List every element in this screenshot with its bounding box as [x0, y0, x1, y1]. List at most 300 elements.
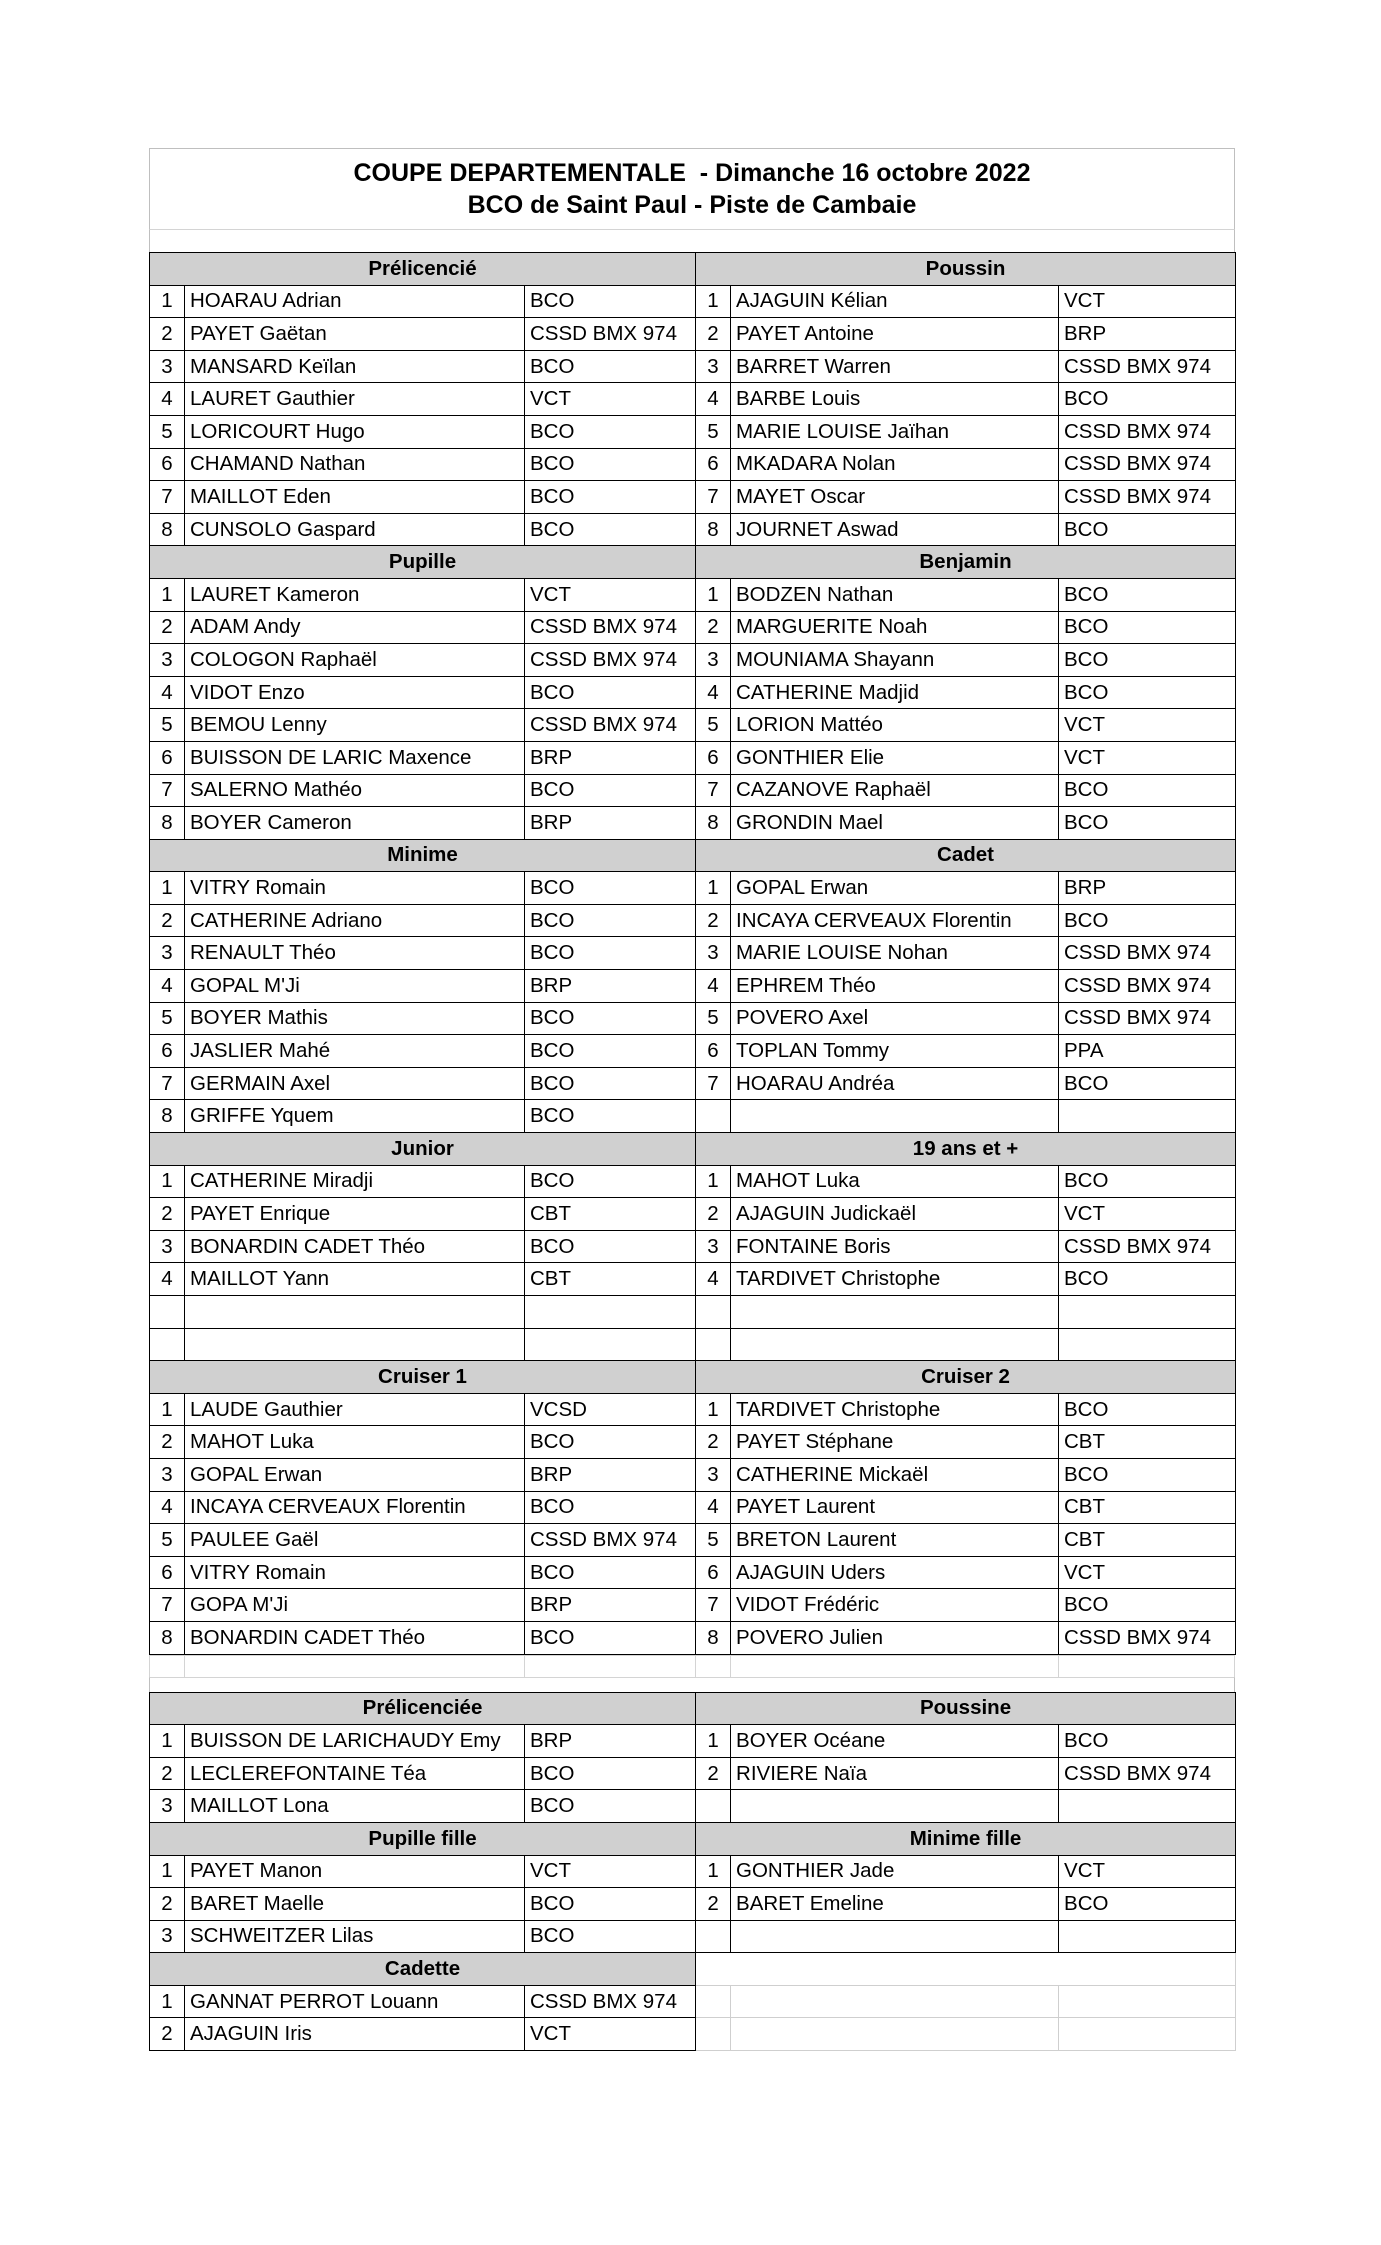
- rank-cell: 7: [696, 481, 731, 514]
- club-cell: BCO: [525, 1920, 696, 1953]
- rider-name-cell: AJAGUIN Iris: [185, 2018, 525, 2051]
- results-table-girls: [149, 1692, 1236, 2052]
- rank-cell: [696, 1100, 731, 1133]
- rider-name-cell: GANNAT PERROT Louann: [185, 1985, 525, 2018]
- club-cell: CSSD BMX 974: [1059, 1757, 1236, 1790]
- club-cell: VCT: [1059, 1556, 1236, 1589]
- rider-name-cell: AJAGUIN Judickaël: [731, 1198, 1059, 1231]
- club-cell: BRP: [525, 970, 696, 1003]
- rank-cell: 5: [150, 415, 185, 448]
- rank-cell: 4: [696, 970, 731, 1003]
- rank-cell: 5: [696, 1002, 731, 1035]
- rank-cell: 1: [696, 1165, 731, 1198]
- rider-name-cell: [731, 1920, 1059, 1953]
- rider-name-cell: HOARAU Adrian: [185, 285, 525, 318]
- category-header-row: [150, 1133, 1236, 1166]
- result-row: [150, 1198, 1236, 1231]
- rank-cell: 3: [696, 350, 731, 383]
- result-row: [150, 578, 1236, 611]
- club-cell: BCO: [525, 676, 696, 709]
- rider-name-cell: [185, 1328, 525, 1361]
- rider-name-cell: VIDOT Frédéric: [731, 1589, 1059, 1622]
- rider-name-cell: INCAYA CERVEAUX Florentin: [185, 1491, 525, 1524]
- result-row: [150, 644, 1236, 677]
- club-cell: CBT: [525, 1263, 696, 1296]
- rider-name-cell: RIVIERE Naïa: [731, 1757, 1059, 1790]
- club-cell: BCO: [1059, 513, 1236, 546]
- rank-cell: 2: [696, 1198, 731, 1231]
- club-cell: [525, 1296, 696, 1329]
- rider-name-cell: GOPA M'Ji: [185, 1589, 525, 1622]
- rider-name-cell: GONTHIER Jade: [731, 1855, 1059, 1888]
- rank-cell: 1: [150, 285, 185, 318]
- rider-name-cell: INCAYA CERVEAUX Florentin: [731, 904, 1059, 937]
- result-row: [150, 318, 1236, 351]
- club-cell: BCO: [525, 937, 696, 970]
- rank-cell: 1: [696, 1393, 731, 1426]
- rank-cell: 6: [150, 448, 185, 481]
- rank-cell: 5: [696, 709, 731, 742]
- result-row: [150, 285, 1236, 318]
- club-cell: BCO: [525, 1621, 696, 1654]
- club-cell: CBT: [1059, 1426, 1236, 1459]
- club-cell: CSSD BMX 974: [1059, 1002, 1236, 1035]
- rank-cell: 8: [150, 513, 185, 546]
- result-row: [150, 1790, 1236, 1823]
- rank-cell: 6: [150, 1035, 185, 1068]
- rank-cell: 8: [150, 1100, 185, 1133]
- rider-name-cell: TARDIVET Christophe: [731, 1263, 1059, 1296]
- club-cell: VCT: [525, 2018, 696, 2051]
- result-row: [150, 709, 1236, 742]
- rider-name-cell: BONARDIN CADET Théo: [185, 1230, 525, 1263]
- club-cell: BCO: [525, 1426, 696, 1459]
- result-row: [150, 1100, 1236, 1133]
- rank-cell: 6: [696, 448, 731, 481]
- rank-cell: 6: [696, 1556, 731, 1589]
- rank-cell: 7: [150, 481, 185, 514]
- rank-cell: 4: [696, 676, 731, 709]
- club-cell: CSSD BMX 974: [1059, 415, 1236, 448]
- rider-name-cell: BARET Maelle: [185, 1888, 525, 1921]
- rider-name-cell: PAYET Manon: [185, 1855, 525, 1888]
- category-title: Poussin: [696, 253, 1236, 286]
- rider-name-cell: MAHOT Luka: [185, 1426, 525, 1459]
- rank-cell: 1: [696, 578, 731, 611]
- rank-cell: 1: [696, 1725, 731, 1758]
- rank-cell: 2: [150, 904, 185, 937]
- rank-cell: [696, 1790, 731, 1823]
- club-cell: VCT: [1059, 1198, 1236, 1231]
- rank-cell: [696, 1920, 731, 1953]
- rank-cell: 5: [150, 1524, 185, 1557]
- rider-name-cell: BUISSON DE LARIC Maxence: [185, 741, 525, 774]
- result-row: [150, 1985, 1236, 2018]
- rider-name-cell: [731, 1790, 1059, 1823]
- rider-name-cell: MAILLOT Yann: [185, 1263, 525, 1296]
- empty-cell: [696, 2018, 731, 2051]
- rider-name-cell: JOURNET Aswad: [731, 513, 1059, 546]
- rider-name-cell: BARET Emeline: [731, 1888, 1059, 1921]
- result-row: [150, 1888, 1236, 1921]
- category-title: Prélicencié: [150, 253, 696, 286]
- club-cell: BCO: [525, 1491, 696, 1524]
- club-cell: VCT: [525, 383, 696, 416]
- club-cell: [1059, 1920, 1236, 1953]
- rider-name-cell: MARIE LOUISE Jaïhan: [731, 415, 1059, 448]
- club-cell: BCO: [1059, 383, 1236, 416]
- rider-name-cell: MAHOT Luka: [731, 1165, 1059, 1198]
- club-cell: BCO: [1059, 1263, 1236, 1296]
- rider-name-cell: GOPAL M'Ji: [185, 970, 525, 1003]
- category-title: Cadet: [696, 839, 1236, 872]
- club-cell: BCO: [525, 1556, 696, 1589]
- club-cell: BCO: [525, 872, 696, 905]
- club-cell: [1059, 1790, 1236, 1823]
- rank-cell: 2: [696, 1757, 731, 1790]
- rider-name-cell: CATHERINE Mickaël: [731, 1458, 1059, 1491]
- rider-name-cell: CAZANOVE Raphaël: [731, 774, 1059, 807]
- rider-name-cell: LORION Mattéo: [731, 709, 1059, 742]
- club-cell: CSSD BMX 974: [525, 709, 696, 742]
- rank-cell: 1: [150, 1985, 185, 2018]
- rider-name-cell: PAYET Enrique: [185, 1198, 525, 1231]
- rider-name-cell: GONTHIER Elie: [731, 741, 1059, 774]
- rider-name-cell: MKADARA Nolan: [731, 448, 1059, 481]
- rider-name-cell: MAILLOT Lona: [185, 1790, 525, 1823]
- club-cell: BCO: [525, 513, 696, 546]
- rider-name-cell: CATHERINE Madjid: [731, 676, 1059, 709]
- club-cell: BCO: [525, 350, 696, 383]
- club-cell: BRP: [525, 1589, 696, 1622]
- club-cell: BCO: [1059, 1165, 1236, 1198]
- rank-cell: 5: [150, 1002, 185, 1035]
- club-cell: BCO: [1059, 1067, 1236, 1100]
- category-title: Poussine: [696, 1692, 1236, 1725]
- rank-cell: 6: [696, 741, 731, 774]
- result-row: [150, 774, 1236, 807]
- category-title: Cruiser 1: [150, 1361, 696, 1394]
- rider-name-cell: GOPAL Erwan: [185, 1458, 525, 1491]
- rank-cell: [150, 1328, 185, 1361]
- club-cell: BCO: [525, 904, 696, 937]
- spacer-row: [149, 1655, 1235, 1677]
- result-row: [150, 350, 1236, 383]
- club-cell: BRP: [525, 1458, 696, 1491]
- club-cell: CSSD BMX 974: [525, 644, 696, 677]
- rank-cell: [696, 1328, 731, 1361]
- result-row: [150, 676, 1236, 709]
- rank-cell: [696, 1296, 731, 1329]
- rank-cell: 6: [150, 741, 185, 774]
- empty-cell: [696, 1953, 1236, 1986]
- rider-name-cell: POVERO Julien: [731, 1621, 1059, 1654]
- rider-name-cell: PAULEE Gaël: [185, 1524, 525, 1557]
- rank-cell: 4: [150, 676, 185, 709]
- club-cell: PPA: [1059, 1035, 1236, 1068]
- rider-name-cell: SCHWEITZER Lilas: [185, 1920, 525, 1953]
- rank-cell: 2: [150, 611, 185, 644]
- rider-name-cell: PAYET Stéphane: [731, 1426, 1059, 1459]
- rank-cell: 8: [150, 807, 185, 840]
- result-row: [150, 1328, 1236, 1361]
- category-title: Junior: [150, 1133, 696, 1166]
- rank-cell: 4: [696, 1263, 731, 1296]
- rider-name-cell: PAYET Gaëtan: [185, 318, 525, 351]
- club-cell: BCO: [1059, 578, 1236, 611]
- club-cell: BCO: [525, 1757, 696, 1790]
- rank-cell: 7: [696, 1589, 731, 1622]
- rider-name-cell: VIDOT Enzo: [185, 676, 525, 709]
- club-cell: BCO: [525, 1230, 696, 1263]
- empty-cell: [696, 1985, 731, 2018]
- result-row: [150, 611, 1236, 644]
- result-row: [150, 1491, 1236, 1524]
- result-row: [150, 970, 1236, 1003]
- rank-cell: 2: [150, 1198, 185, 1231]
- club-cell: VCT: [1059, 709, 1236, 742]
- rider-name-cell: GRONDIN Mael: [731, 807, 1059, 840]
- rank-cell: 3: [150, 1230, 185, 1263]
- club-cell: CSSD BMX 974: [525, 318, 696, 351]
- rank-cell: 2: [150, 318, 185, 351]
- club-cell: CSSD BMX 974: [1059, 448, 1236, 481]
- result-row: [150, 1621, 1236, 1654]
- result-row: [150, 1393, 1236, 1426]
- club-cell: VCT: [525, 578, 696, 611]
- rider-name-cell: LAURET Gauthier: [185, 383, 525, 416]
- rank-cell: 7: [696, 774, 731, 807]
- result-row: [150, 937, 1236, 970]
- club-cell: BRP: [525, 1725, 696, 1758]
- rider-name-cell: TOPLAN Tommy: [731, 1035, 1059, 1068]
- club-cell: BCO: [1059, 676, 1236, 709]
- club-cell: CSSD BMX 974: [525, 611, 696, 644]
- rider-name-cell: [731, 1100, 1059, 1133]
- club-cell: BCO: [1059, 774, 1236, 807]
- rider-name-cell: GOPAL Erwan: [731, 872, 1059, 905]
- club-cell: BCO: [525, 1067, 696, 1100]
- rider-name-cell: BARRET Warren: [731, 350, 1059, 383]
- category-header-row: [150, 1361, 1236, 1394]
- rider-name-cell: MANSARD Keïlan: [185, 350, 525, 383]
- club-cell: BCO: [525, 774, 696, 807]
- result-row: [150, 1263, 1236, 1296]
- rider-name-cell: POVERO Axel: [731, 1002, 1059, 1035]
- rider-name-cell: SALERNO Mathéo: [185, 774, 525, 807]
- result-row: [150, 1920, 1236, 1953]
- rank-cell: 2: [150, 1426, 185, 1459]
- rank-cell: 5: [696, 1524, 731, 1557]
- club-cell: CSSD BMX 974: [1059, 970, 1236, 1003]
- rider-name-cell: LAURET Kameron: [185, 578, 525, 611]
- empty-cell: [731, 2018, 1059, 2051]
- rider-name-cell: MAILLOT Eden: [185, 481, 525, 514]
- rider-name-cell: RENAULT Théo: [185, 937, 525, 970]
- club-cell: CSSD BMX 974: [1059, 1230, 1236, 1263]
- club-cell: BCO: [1059, 807, 1236, 840]
- rider-name-cell: BOYER Mathis: [185, 1002, 525, 1035]
- result-row: [150, 1556, 1236, 1589]
- club-cell: BCO: [525, 285, 696, 318]
- rank-cell: 1: [150, 1855, 185, 1888]
- result-row: [150, 383, 1236, 416]
- empty-cell: [731, 1985, 1059, 2018]
- rider-name-cell: VITRY Romain: [185, 1556, 525, 1589]
- result-row: [150, 1165, 1236, 1198]
- club-cell: VCT: [525, 1855, 696, 1888]
- rank-cell: 8: [696, 1621, 731, 1654]
- category-title: Cadette: [150, 1953, 696, 1986]
- club-cell: BCO: [1059, 1725, 1236, 1758]
- category-header-row: [150, 253, 1236, 286]
- rider-name-cell: BODZEN Nathan: [731, 578, 1059, 611]
- category-title: Prélicenciée: [150, 1692, 696, 1725]
- club-cell: [525, 1328, 696, 1361]
- club-cell: BCO: [525, 415, 696, 448]
- category-title: Pupille fille: [150, 1822, 696, 1855]
- rider-name-cell: HOARAU Andréa: [731, 1067, 1059, 1100]
- rider-name-cell: LECLEREFONTAINE Téa: [185, 1757, 525, 1790]
- rank-cell: 1: [696, 285, 731, 318]
- club-cell: BRP: [1059, 318, 1236, 351]
- result-row: [150, 904, 1236, 937]
- rider-name-cell: EPHREM Théo: [731, 970, 1059, 1003]
- category-title: Pupille: [150, 546, 696, 579]
- rank-cell: 4: [150, 383, 185, 416]
- rank-cell: 1: [150, 1165, 185, 1198]
- club-cell: VCT: [1059, 1855, 1236, 1888]
- rank-cell: 2: [696, 1888, 731, 1921]
- rank-cell: 1: [696, 1855, 731, 1888]
- rank-cell: 3: [150, 1920, 185, 1953]
- rank-cell: 3: [150, 937, 185, 970]
- rank-cell: 7: [150, 1589, 185, 1622]
- club-cell: CSSD BMX 974: [1059, 481, 1236, 514]
- category-header-row: [150, 546, 1236, 579]
- spacer-row: [149, 229, 1235, 252]
- club-cell: BCO: [525, 1790, 696, 1823]
- club-cell: CBT: [525, 1198, 696, 1231]
- rank-cell: 2: [696, 904, 731, 937]
- club-cell: VCT: [1059, 741, 1236, 774]
- rider-name-cell: CHAMAND Nathan: [185, 448, 525, 481]
- club-cell: [1059, 1100, 1236, 1133]
- club-cell: BCO: [1059, 1393, 1236, 1426]
- club-cell: BCO: [525, 1035, 696, 1068]
- rider-name-cell: ADAM Andy: [185, 611, 525, 644]
- rank-cell: 4: [150, 970, 185, 1003]
- rider-name-cell: BUISSON DE LARICHAUDY Emy: [185, 1725, 525, 1758]
- rank-cell: [150, 1296, 185, 1329]
- rank-cell: 7: [696, 1067, 731, 1100]
- result-row: [150, 1458, 1236, 1491]
- result-row: [150, 1524, 1236, 1557]
- rider-name-cell: BEMOU Lenny: [185, 709, 525, 742]
- rider-name-cell: PAYET Laurent: [731, 1491, 1059, 1524]
- rank-cell: 2: [696, 1426, 731, 1459]
- category-header-row: [150, 1692, 1236, 1725]
- rider-name-cell: BOYER Cameron: [185, 807, 525, 840]
- results-sheet: [149, 148, 1235, 2051]
- club-cell: CBT: [1059, 1524, 1236, 1557]
- club-cell: CSSD BMX 974: [1059, 1621, 1236, 1654]
- rider-name-cell: FONTAINE Boris: [731, 1230, 1059, 1263]
- event-venue: BCO de Saint Paul - Piste de Cambaie: [467, 191, 917, 219]
- rider-name-cell: [731, 1296, 1059, 1329]
- empty-cell: [1059, 2018, 1236, 2051]
- club-cell: BCO: [1059, 644, 1236, 677]
- category-title: 19 ans et +: [696, 1133, 1236, 1166]
- result-row: [150, 741, 1236, 774]
- rank-cell: 4: [150, 1263, 185, 1296]
- club-cell: BCO: [1059, 904, 1236, 937]
- category-header-row: [150, 1822, 1236, 1855]
- club-cell: BCO: [525, 481, 696, 514]
- result-row: [150, 481, 1236, 514]
- result-row: [150, 1757, 1236, 1790]
- rank-cell: 3: [696, 1230, 731, 1263]
- club-cell: BCO: [525, 1002, 696, 1035]
- rank-cell: 6: [150, 1556, 185, 1589]
- rank-cell: 7: [150, 1067, 185, 1100]
- rider-name-cell: PAYET Antoine: [731, 318, 1059, 351]
- rank-cell: 8: [696, 513, 731, 546]
- result-row: [150, 1725, 1236, 1758]
- result-row: [150, 1426, 1236, 1459]
- club-cell: CSSD BMX 974: [525, 1524, 696, 1557]
- rank-cell: 3: [150, 1458, 185, 1491]
- rank-cell: 5: [150, 709, 185, 742]
- result-row: [150, 807, 1236, 840]
- category-title: Cruiser 2: [696, 1361, 1236, 1394]
- club-cell: VCT: [1059, 285, 1236, 318]
- club-cell: BRP: [1059, 872, 1236, 905]
- club-cell: BCO: [1059, 1458, 1236, 1491]
- club-cell: BCO: [1059, 611, 1236, 644]
- category-title: Minime fille: [696, 1822, 1236, 1855]
- rider-name-cell: MOUNIAMA Shayann: [731, 644, 1059, 677]
- rank-cell: 1: [150, 1725, 185, 1758]
- rider-name-cell: TARDIVET Christophe: [731, 1393, 1059, 1426]
- rider-name-cell: BARBE Louis: [731, 383, 1059, 416]
- rank-cell: 3: [150, 350, 185, 383]
- club-cell: [1059, 1296, 1236, 1329]
- club-cell: CBT: [1059, 1491, 1236, 1524]
- title-box: [149, 148, 1235, 229]
- rank-cell: 2: [150, 1757, 185, 1790]
- rank-cell: 4: [696, 1491, 731, 1524]
- rider-name-cell: CUNSOLO Gaspard: [185, 513, 525, 546]
- rider-name-cell: CATHERINE Miradji: [185, 1165, 525, 1198]
- rider-name-cell: GERMAIN Axel: [185, 1067, 525, 1100]
- result-row: [150, 1855, 1236, 1888]
- club-cell: BRP: [525, 741, 696, 774]
- rider-name-cell: AJAGUIN Uders: [731, 1556, 1059, 1589]
- rider-name-cell: JASLIER Mahé: [185, 1035, 525, 1068]
- rider-name-cell: BONARDIN CADET Théo: [185, 1621, 525, 1654]
- rider-name-cell: LORICOURT Hugo: [185, 415, 525, 448]
- rider-name-cell: BOYER Océane: [731, 1725, 1059, 1758]
- result-row: [150, 1296, 1236, 1329]
- club-cell: CSSD BMX 974: [1059, 350, 1236, 383]
- club-cell: [1059, 1328, 1236, 1361]
- result-row: [150, 448, 1236, 481]
- category-header-row: [150, 839, 1236, 872]
- rider-name-cell: COLOGON Raphaël: [185, 644, 525, 677]
- result-row: [150, 2018, 1236, 2051]
- rank-cell: 5: [696, 415, 731, 448]
